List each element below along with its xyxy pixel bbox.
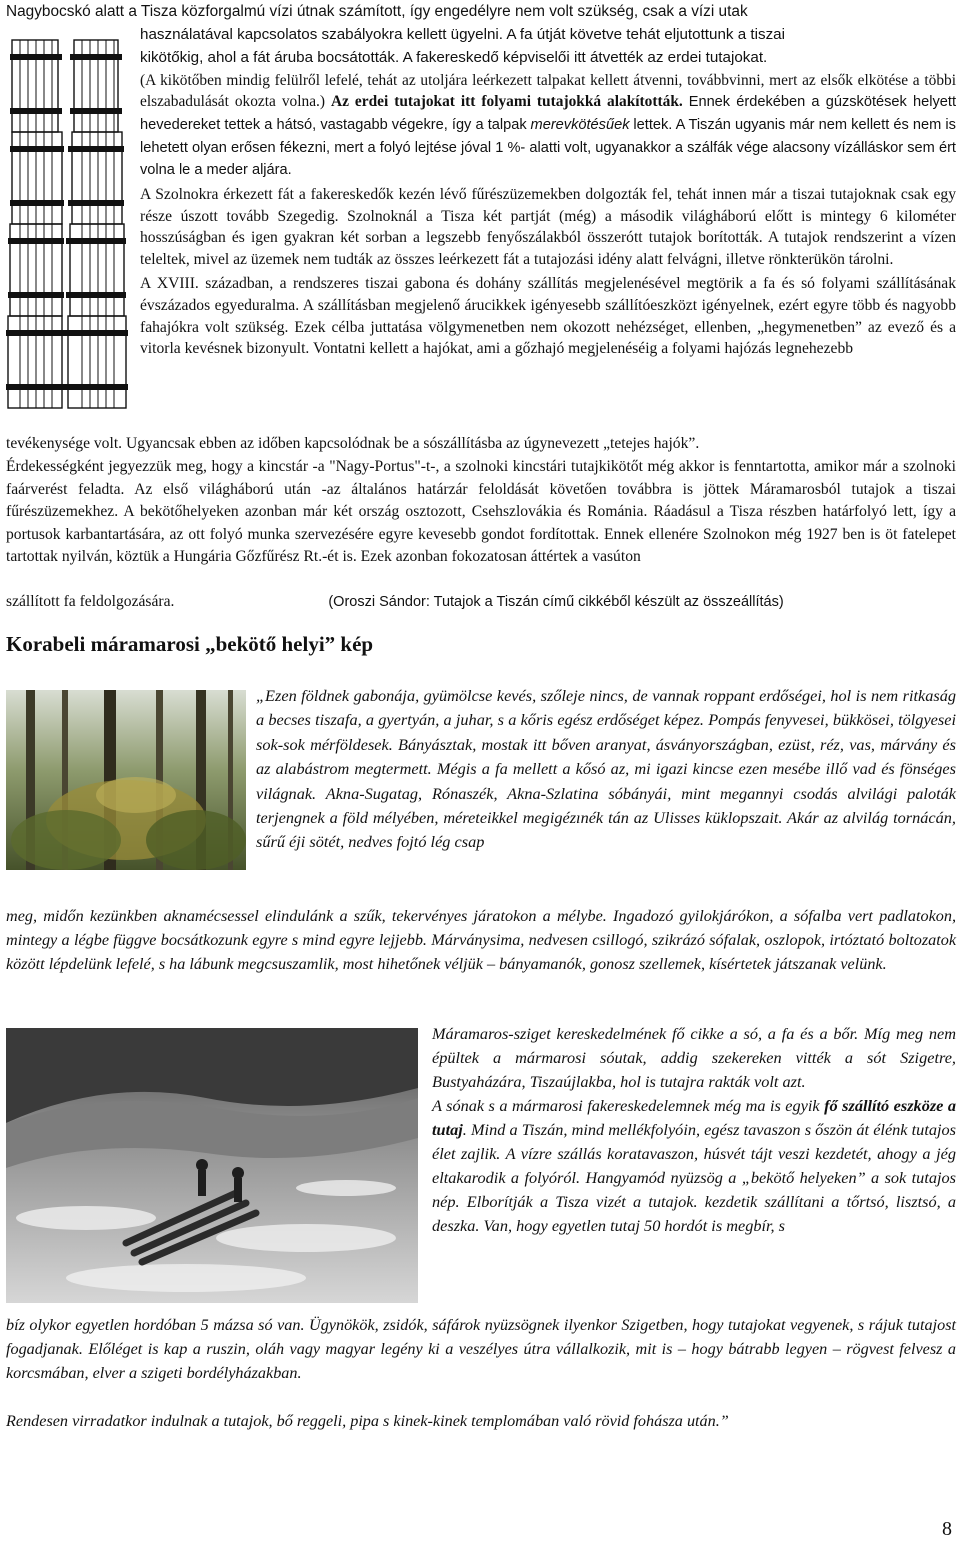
quote-paragraph-3-continued: bíz olykor egyetlen hordóban 5 mázsa só van. Ügynökök, zsidók, sáfárok nyüzsögnek ilyenkor Szigetben, hogy tutajokat vegyenek, s rájuk tutajost fogadjanak. Előléget is kap a ruszin, oláh vagy magyar legény ki a veszélyes útra vállalkozik, mit is – hogy bátrabb legyen – rögvest felvesz a korcsmában, elver a szigeti bordélyházakban. (6, 1316, 956, 1383)
quote-column-top (256, 684, 956, 855)
quote-3-rest: . Mind a Tiszán, mind mellékfolyóin, egész tavaszon s őszön át élénk tutajos élet zajlik. A vízre szállás koratavaszon, húsvét tájt veszi kezdetét, ahogy a jég eltakarodik a folyóról. Hangyamód nyüzsög a „bekötő helyeken” a sok tutajos nép. Elborítják a Tisza vizét a tutajok. kezdetik szállítani a tőrtsó, lisztsó, a deszka. Van, hogy egyetlen tutaj 50 hordót is megbír, s (432, 1120, 956, 1235)
quote-paragraph-3 (432, 1094, 956, 1238)
section-heading: Korabeli máramarosi „bekötő helyi” kép (6, 632, 374, 656)
harbour-note: (A kikötőben mindig felülről lefelé, tehát az utoljára leérkezett talpakat kellett átvenni, továbbvinni, mert az elsők elkötése a többi elszabadulását okozta volna.) (140, 71, 956, 111)
forest-photo (6, 690, 246, 870)
paragraph-nagy-portus: Érdekességként jegyezzük meg, hogy a kincstár -a "Nagy-Portus"-t-, a szolnoki kincstári tutajkikötőt még akkor is fenntartotta, amikor már a szolnoki faárverést feladta. Az első világháború után -az általános határzár feloldását követően továbbra is jöttek Máramarosból tutajok a tiszai fűrészüzemekhez. A bekötőhelyeken azonban már két ország osztozott, Csehszlovákia és Románia. Ráadásul a Tisza részben határfolyó lett, így a portusok karbantartására, az ott folyó munka szervezésére egyre kevesebb gondot fordítottak. Ennek ellenére Szolnokon még 1927 ben is öt fatelepet tartottak nyilván, köztük a Hungária Gőzfűrész Rt.-ét is. Ezek azonban fokozatosan áttértek a vasúton (6, 458, 956, 566)
harbour-bold: Az erdei tutajokat itt folyami tutajokká alakították. (331, 93, 683, 111)
quote-column-bottom (432, 1022, 956, 1238)
closing-text: szállított fa feldolgozására. (6, 593, 175, 610)
harbour-italic: merevkötésűek (530, 117, 630, 134)
raft-right (68, 40, 126, 408)
top-text-column (140, 23, 956, 360)
paragraph-harbour-body (140, 70, 956, 182)
paragraph-xviii-century: A XVIII. században, a rendszeres tiszai gabona és dohány szállítás megjelenésével megtörik a fa és só folyami szállításának évszázados egyeduralma. A szállításban megjelenő árucikkek igényesebb szállítóeszközt igényelnek, ezért egyre több és nagyobb fahajókra volt szükség. Ezek célba juttatása völgymenetben nem okozott nehézséget, ellenben, „hegymenetben” az evező és a vitorla kevésnek bizonyult. Vontatni kellett a hajókat, ami a gőzhajó megjelenéséig a folyami hajózás legnehezebb (140, 274, 956, 358)
source-credit: (Oroszi Sándor: Tutajok a Tiszán című cikkéből készült az összeállítás) (328, 594, 784, 610)
raft-left (8, 40, 62, 408)
text-line: használatával kapcsolatos szabályokra kellett ügyelni. A fa útját követve tehát eljutottunk a tiszai (140, 26, 786, 43)
quote-3-start: A sónak s a mármarosi fakereskedelemnek még ma is egyik (432, 1096, 820, 1115)
quote-paragraph-4: Rendesen virradatkor indulnak a tutajok, bő reggeli, pipa s kinek-kinek templomában való rövid fohásza után.” (6, 1412, 729, 1430)
paragraph-xviii-end: tevékenysége volt. Ugyancsak ebben az időben kapcsolódnak be a sószállításba az úgynevezett „tetejes hajók”. (6, 435, 700, 452)
paragraph-szolnok: A Szolnokra érkezett fát a fakereskedők kezén lévő fűrészüzemekben dolgozták fel, tehát innen már a tiszai tutajoknak csak egy része úszott tovább Szegedig. Szolnoknál a Tisza két partját (még) a második világháború előtt is mintegy 6 kilométer hosszúságban és igen gyakran két sorban a legszebb fenyőszálakból összerótt tutajok borították. A tutajok rendszerint a vízen teleltek, mivel az üzemek nem tudták az összes leérkezett fát a tutajozási idény alatt felvágni, illetve rönkterükön tárolni. (140, 185, 956, 269)
page-number: 8 (942, 1518, 952, 1540)
quote-3-bold: fő szállító eszköze a tutaj (432, 1096, 956, 1139)
quote-paragraph-1: „Ezen földnek gabonája, gyümölcse kevés, szőleje nincs, de vannak roppant erdőségei, hol is nem ritkaság a becses tiszafa, a gyertyán, a juhar, s a kőris egész erdőséget képez. Pompás fenyvesei, bükkösei, tölgyesei sok-sok mérföldesek. Bányásztak, mostak itt bőven aranyat, ásványországban, ezüst, réz, vas, márvány és az alabástrom megtermett. Mégis a fa mellett a kősó az, mi igazi kincse ezen mesébe illő vad és fönséges világnak. Akna-Sugatag, Rónaszék, Akna-Szlatina sóbányái, mint megannyi csodás alvilági paloták terjengnek a föld mélyében, méreteikkel megigézınék tán az Ulisses küklopszait. Akár az alvilág tornácán, sűrű éji sötét, nedves fojtó lég csap (256, 686, 956, 852)
river-raft-photo (6, 1028, 418, 1303)
text-line: kikötőkig, ahol a fát áruba bocsátották. A fakereskedő képviselői itt átvették az erdei tutajokat. (140, 49, 768, 67)
paragraph-closing-line (6, 590, 956, 614)
quote-paragraph-2: Máramaros-sziget kereskedelmének fő cikke a só, a fa és a bőr. Míg meg nem épültek a mármarosi sóutak, addig szekereken vitték a sót Szigetre, Bustyaházára, Tiszaújlakba, hol is tutajra rakták volt azt. (432, 1024, 956, 1091)
paragraph-intro-line: Nagybocskó alatt a Tisza közforgalmú vízi útnak számított, így engedélyre nem volt szükség, csak a vízi utak (6, 3, 748, 20)
quote-paragraph-1-continued: meg, midőn kezünkben aknamécsessel elindulánk a szűk, tekervényes járatokon a mélybe. Ingadozó gyilokjárókon, a sófalba vert padlatokon, mintegy a légbe függve bocsátkozunk egyre s mind egyre lejjebb. Márványsima, nedvesen csillogó, szikrázó sófalak, oszlopok, irtóztató boltozatok között lépdelünk lefelé, s ha lábunk megcsuszamlik, most hihetőnek véljük – bányamanók, gonosz szellemek, kísértetek játszanak velünk. (6, 907, 956, 974)
raft-diagram-figure (6, 34, 134, 414)
harbour-text-b: Ennek érdekében a gúzskötések helyett hevedereket tettek a hátsó, vastagabb végekre, így a talpak (140, 94, 957, 134)
harbour-text-c: lettek. A Tiszán ugyanis már nem kellett és nem is lehetett olyan erősen fékezni, mert a folyó lejtése jóval 1 %- alatti volt, ugyanakkor a szálfák vége alacsony vízálláskor sem ért volna le a meder aljára. (140, 117, 956, 179)
